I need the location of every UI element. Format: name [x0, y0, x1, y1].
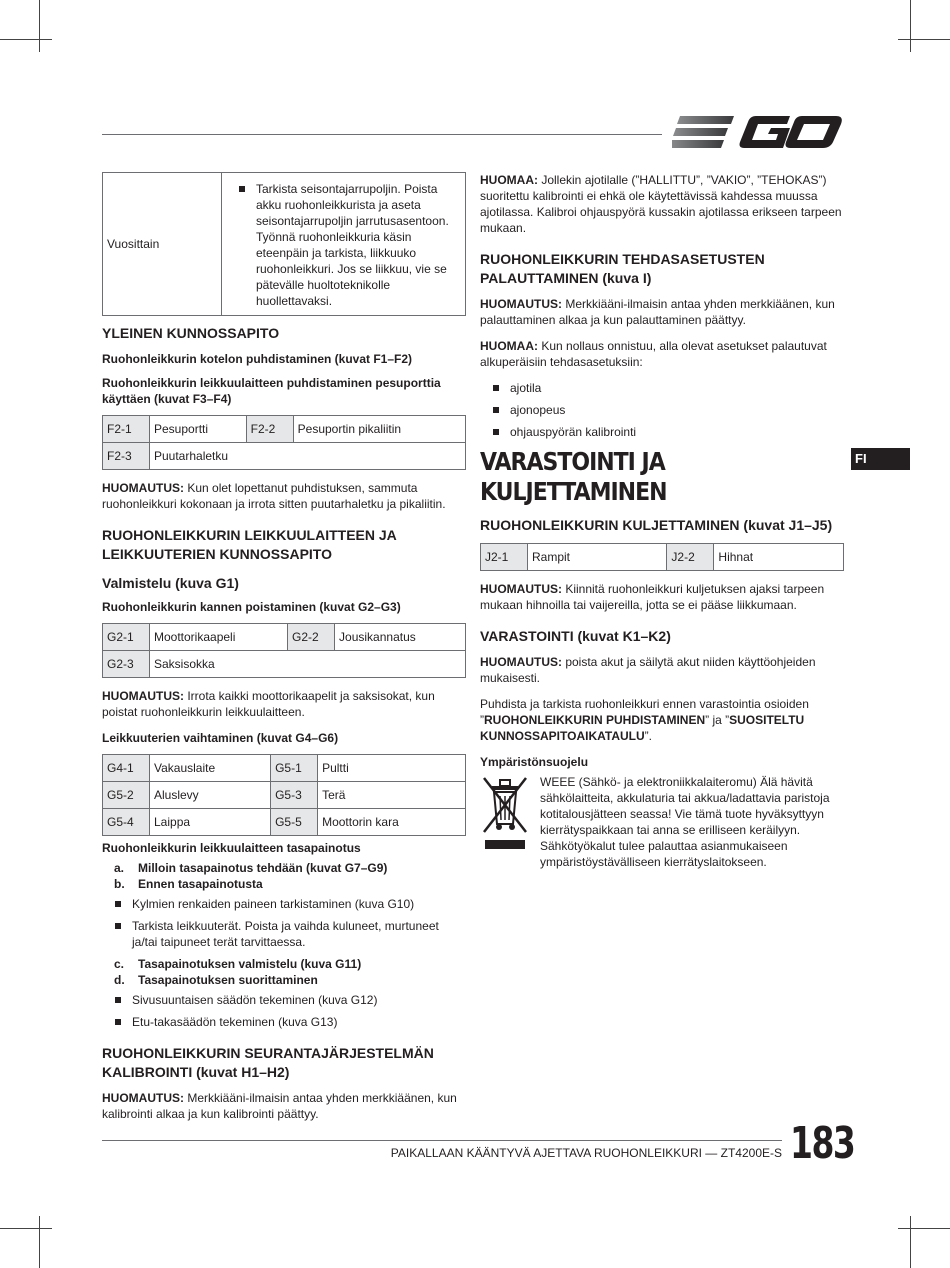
- note: HUOMAUTUS: Kun olet lopettanut puhdistuksen, sammuta ruohonleikkuri kokonaan ja irrota sitten puutarhaletku ja pikaliitin.: [102, 481, 446, 511]
- schedule-interval: Vuosittain: [103, 173, 222, 316]
- list-item: Kylmien renkaiden paineen tarkistaminen (kuva G10): [102, 896, 466, 912]
- footer-rule: [102, 1140, 782, 1141]
- reset-settings-list: [480, 380, 844, 440]
- list-item: a. Milloin tasapainotus tehdään (kuvat G7–G9): [114, 861, 388, 875]
- weee-text: WEEE (Sähkö- ja elektroniikkalaiteromu) Älä hävitä sähkölaitteita, akkulaturia tai akkua/ladattavia paristoja kotitalousjätteen seassa! Vie tämä tuote hyväksyttyyn kierrätyspaikkaan tai anna se erilliseen keräilyyn. Sähkötyökalut tulee palauttaa asianmukaiseen ympäristöystävälliseen kierrätyslaitokseen.: [540, 775, 830, 869]
- list-item: b. Ennen tasapainotusta: [114, 877, 263, 891]
- table-row: F2-1 Pesuportti F2-2 Pesuportin pikaliitin: [103, 416, 466, 443]
- section-heading: RUOHONLEIKKURIN SEURANTAJÄRJESTELMÄN KALIBROINTI (kuvat H1–H2): [102, 1045, 434, 1080]
- parts-table-g2: [102, 623, 466, 678]
- parts-table-g4: [102, 754, 466, 836]
- crop-mark: [898, 39, 950, 40]
- table-row: J2-1 Rampit J2-2 Hihnat: [481, 544, 844, 571]
- note: HUOMAA: Kun nollaus onnistuu, alla olevat asetukset palautuvat alkuperäisiin tehdasasetuksiin:: [480, 339, 827, 369]
- weee-block: [480, 774, 844, 870]
- subheading: Valmistelu (kuva G1): [102, 575, 239, 591]
- maintenance-schedule-table: [102, 172, 466, 316]
- crop-mark: [910, 0, 911, 52]
- crop-mark: [0, 1228, 52, 1229]
- subheading: Leikkuuterien vaihtaminen (kuvat G4–G6): [102, 731, 339, 745]
- list-item: Sivusuuntaisen säädön tekeminen (kuva G12): [102, 992, 466, 1008]
- crop-mark: [910, 1216, 911, 1268]
- steps-list: [102, 860, 466, 892]
- section-heading: RUOHONLEIKKURIN KULJETTAMINEN (kuvat J1–J5): [480, 517, 833, 533]
- list-item: c. Tasapainotuksen valmistelu (kuva G11): [114, 957, 362, 971]
- list-item: ohjauspyörän kalibrointi: [480, 424, 844, 440]
- header-rule: [102, 134, 662, 135]
- parts-table-f: [102, 415, 466, 470]
- parts-table-j: [480, 543, 844, 571]
- crop-mark: [39, 1216, 40, 1268]
- note: HUOMAUTUS: Merkkiääni-ilmaisin antaa yhden merkkiäänen, kun palauttaminen alkaa ja kun palauttaminen päättyy.: [480, 297, 835, 327]
- page-number: 183: [790, 1118, 855, 1169]
- table-row: G2-3 Saksisokka: [103, 651, 466, 678]
- section-heading: RUOHONLEIKKURIN TEHDASASETUSTEN PALAUTTAMINEN (kuva I): [480, 251, 765, 286]
- note: HUOMAUTUS: Kiinnitä ruohonleikkuri kuljetuksen ajaksi tarpeen mukaan hihnoilla tai vaijereilla, jotta se ei pääse liikkumaan.: [480, 582, 825, 612]
- crop-mark: [898, 1228, 950, 1229]
- subheading: Ruohonleikkurin kannen poistaminen (kuvat G2–G3): [102, 600, 401, 614]
- subheading: Ympäristönsuojelu: [480, 755, 589, 769]
- table-row: G5-4 Laippa G5-5 Moottorin kara: [103, 809, 466, 836]
- section-heading: YLEINEN KUNNOSSAPITO: [102, 325, 280, 341]
- list-item: Tarkista seisontajarrupoljin. Poista akku ruohonleikkurista ja aseta seisontajarrupoljin jarrutusasentoon. Työnnä ruohonleikkuria käsin eteenpäin ja tarkista, liikkuuko ruohonleikkuri. Jos se liikkuu, vie se pätevälle huoltoteknikolle huollettavaksi.: [226, 181, 461, 309]
- crop-mark: [39, 0, 40, 52]
- bullet-list: [102, 992, 466, 1030]
- chapter-title: VARASTOINTI JA KULJETTAMINEN: [480, 448, 667, 507]
- list-item: ajonopeus: [480, 402, 844, 418]
- paragraph: Puhdista ja tarkista ruohonleikkuri ennen varastointia osioiden ”RUOHONLEIKKURIN PUHDISTAMINEN” ja ”SUOSITELTU KUNNOSSAPITOAIKATAULU”.: [480, 697, 809, 743]
- steps-list: [102, 956, 466, 988]
- ego-logo: [672, 112, 844, 157]
- note: HUOMAUTUS: Merkkiääni-ilmaisin antaa yhden merkkiäänen, kun kalibrointi alkaa ja kun kalibrointi päättyy.: [102, 1091, 457, 1121]
- table-row: G5-2 Aluslevy G5-3 Terä: [103, 782, 466, 809]
- section-heading: RUOHONLEIKKURIN LEIKKUULAITTEEN JA LEIKKUUTERIEN KUNNOSSAPITO: [102, 527, 397, 562]
- right-column: [480, 172, 844, 870]
- list-item: ajotila: [480, 380, 844, 396]
- list-item: Etu-takasäädön tekeminen (kuva G13): [102, 1014, 466, 1030]
- note: HUOMAUTUS: Irrota kaikki moottorikaapelit ja saksisokat, kun poistat ruohonleikkurin leikkuulaitteen.: [102, 689, 435, 719]
- list-item: Tarkista leikkuuterät. Poista ja vaihda kuluneet, murtuneet ja/tai taipuneet terät tarvittaessa.: [102, 918, 466, 950]
- footer-title: PAIKALLAAN KÄÄNTYVÄ AJETTAVA RUOHONLEIKKURI — ZT4200E-S: [390, 1146, 782, 1160]
- subheading: Ruohonleikkurin leikkuulaitteen puhdistaminen pesuporttia käyttäen (kuvat F3–F4): [102, 376, 441, 406]
- table-row: F2-3 Puutarhaletku: [103, 443, 466, 470]
- section-heading: VARASTOINTI (kuvat K1–K2): [480, 628, 671, 644]
- note: HUOMAUTUS: poista akut ja säilytä akut niiden käyttöohjeiden mukaisesti.: [480, 655, 816, 685]
- table-row: [103, 173, 466, 316]
- language-tab: FI: [851, 448, 910, 470]
- list-item: d. Tasapainotuksen suorittaminen: [114, 973, 318, 987]
- bullet-list: [102, 896, 466, 950]
- subheading: Ruohonleikkurin leikkuulaitteen tasapainotus: [102, 841, 361, 855]
- crossed-bin-icon: [480, 774, 530, 870]
- table-row: G4-1 Vakauslaite G5-1 Pultti: [103, 755, 466, 782]
- note: HUOMAA: Jollekin ajotilalle (”HALLITTU”, ”VAKIO”, ”TEHOKAS”) suoritettu kalibrointi ei ehkä ole käytettävissä kahdessa muussa ajotilassa. Kalibroi ohjauspyörä kussakin ajotilassa erikseen tarpeen mukaan.: [480, 173, 842, 235]
- crop-mark: [0, 39, 52, 40]
- table-row: G2-1 Moottorikaapeli G2-2 Jousikannatus: [103, 624, 466, 651]
- left-column: [102, 172, 466, 1132]
- subheading: Ruohonleikkurin kotelon puhdistaminen (kuvat F1–F2): [102, 352, 413, 366]
